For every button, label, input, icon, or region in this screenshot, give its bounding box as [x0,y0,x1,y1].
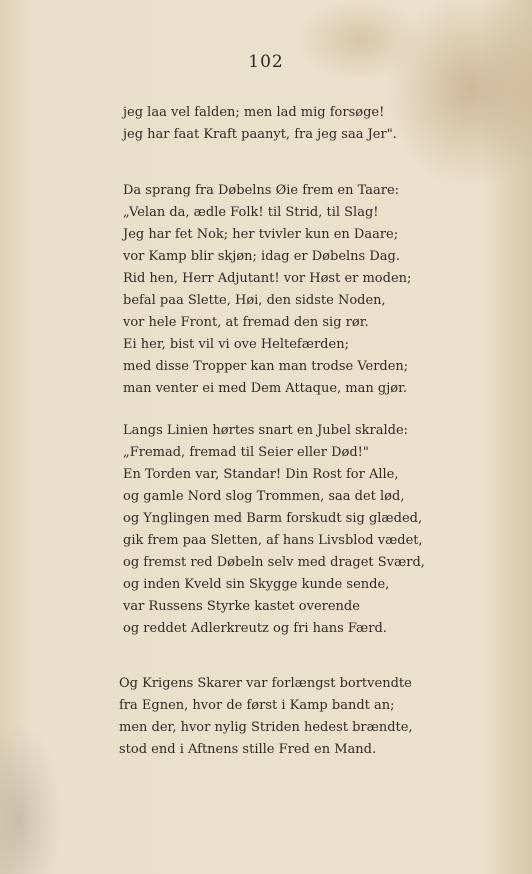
stanza-3 [123,420,425,640]
stanza-4 [119,673,413,761]
verse-line: En Torden var, Standar! Din Rost for Alle, [123,467,399,482]
verse-line: Og Krigens Skarer var forlængst bortvendte [119,676,412,691]
verse-line: og fremst red Døbeln selv med draget Sværd, [123,555,425,570]
verse-line: vor hele Front, at fremad den sig rør. [123,315,369,330]
page-number: 102 [248,52,284,72]
stanza-2 [123,180,411,400]
verse-line: gik frem paa Sletten, af hans Livsblod vædet, [123,533,423,548]
verse-line: Da sprang fra Døbelns Øie frem en Taare: [123,183,400,198]
verse-line: befal paa Slette, Høi, den sidste Noden, [123,293,386,308]
verse-line: og reddet Adlerkreutz og fri hans Færd. [123,621,387,636]
verse-line: jeg laa vel falden; men lad mig forsøge! [123,105,385,120]
verse-line: jeg har faat Kraft paanyt, fra jeg saa Jer". [123,127,397,142]
verse-line: „Fremad, fremad til Seier eller Død!" [123,445,369,460]
verse-line: stod end i Aftnens stille Fred en Mand. [119,742,377,757]
verse-line: fra Egnen, hvor de først i Kamp bandt an; [119,698,395,713]
verse-line: men der, hvor nylig Striden hedest brændte, [119,720,413,735]
verse-line: man venter ei med Dem Attaque, man gjør. [123,381,407,396]
verse-line: Jeg har fet Nok; her tvivler kun en Daare; [123,227,399,242]
verse-line: „Velan da, ædle Folk! til Strid, til Slag! [123,205,379,220]
verse-line: med disse Tropper kan man trodse Verden; [123,359,409,374]
stanza-1 [123,102,397,146]
verse-line: Ei her, bist vil vi ove Heltefærden; [123,337,349,352]
verse-line: og inden Kveld sin Skygge kunde sende, [123,577,390,592]
verse-line: Langs Linien hørtes snart en Jubel skralde: [123,423,409,438]
verse-line: Rid hen, Herr Adjutant! vor Høst er moden; [123,271,412,286]
verse-line: var Russens Styrke kastet overende [123,599,360,614]
verse-line: og gamle Nord slog Trommen, saa det lød, [123,489,405,504]
verse-line: og Ynglingen med Barm forskudt sig glæded, [123,511,423,526]
verse-line: vor Kamp blir skjøn; idag er Døbelns Dag. [123,249,400,264]
